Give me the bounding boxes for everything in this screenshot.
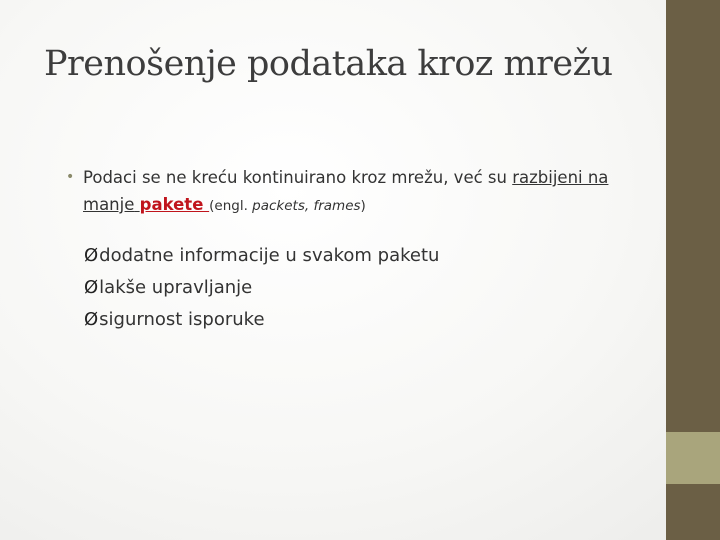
list-item [84, 240, 439, 272]
sidebar-decoration-light [666, 432, 720, 484]
list-item [84, 304, 439, 336]
list-item-text: lakše upravljanje [99, 277, 253, 298]
arrow-bullet-icon: Ø [84, 277, 99, 298]
list-item-text: dodatne informacije u svakom paketu [99, 245, 440, 266]
sidebar-decoration-bottom [666, 484, 720, 540]
arrow-bullet-icon: Ø [84, 309, 99, 330]
bullet-highlight-term: pakete [139, 195, 210, 214]
bullet-paren-open: (engl. [209, 198, 253, 214]
list-item-text: sigurnost isporuke [99, 309, 265, 330]
arrow-bullet-icon: Ø [84, 245, 99, 266]
sub-list [84, 240, 439, 336]
bullet-underlined-text: razbijeni na manje [83, 168, 609, 214]
bullet-text [83, 164, 656, 220]
sidebar-decoration-top [666, 0, 720, 432]
slide-title: Prenošenje podataka kroz mrežu [44, 44, 613, 84]
list-item [84, 272, 439, 304]
bullet-paren-italic: packets, frames [252, 198, 361, 214]
bullet-paren-close: ) [360, 198, 366, 214]
bullet-text-start: Podaci se ne kreću kontinuirano kroz mrežu, već su [83, 168, 513, 187]
main-bullet [66, 164, 656, 220]
bullet-marker: • [66, 169, 75, 185]
